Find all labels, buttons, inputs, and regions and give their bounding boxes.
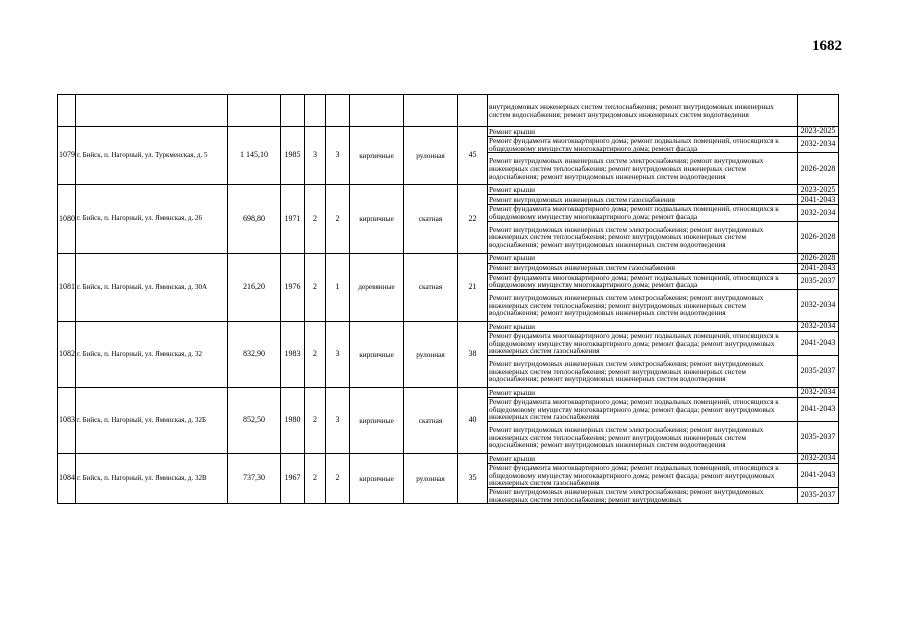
work-description: Ремонт внутридомовых инженерных систем газоснабжения <box>488 263 798 273</box>
building-year: 1967 <box>281 453 305 503</box>
work-period: 2035-2037 <box>798 421 839 453</box>
building-floors: 2 <box>305 321 326 387</box>
building-walls: деревянные <box>350 253 404 321</box>
work-period: 2035-2037 <box>798 273 839 289</box>
work-period: 2032-2034 <box>798 387 839 397</box>
period-cell <box>798 95 839 127</box>
building-roof: рулонная <box>404 127 458 185</box>
building-walls: кирпичные <box>350 127 404 185</box>
work-period: 2023-2025 <box>798 185 839 195</box>
work-description: Ремонт внутридомовых инженерных систем электроснабжения; ремонт внутридомовых инженерных систем теплоснабжения; ремонт внутридомовых <box>488 487 798 503</box>
work-period: 2026-2028 <box>798 253 839 263</box>
repair-schedule-table <box>57 94 839 504</box>
building-row <box>58 321 839 331</box>
building-entrances: 2 <box>326 185 350 253</box>
building-entrances: 3 <box>326 127 350 185</box>
building-number: 1084 <box>58 453 76 503</box>
building-address: г. Бийск, п. Нагорный, ул. Туркменская, д. 5 <box>76 127 228 185</box>
building-year: 1985 <box>281 127 305 185</box>
area-cell <box>228 95 281 127</box>
floors-cell <box>305 95 326 127</box>
work-period: 2035-2037 <box>798 487 839 503</box>
work-description: Ремонт внутридомовых инженерных систем электроснабжения; ремонт внутридомовых инженерных систем теплоснабжения; ремонт внутридомовых инженерных систем водоснабжения; ремонт внутридомовых инженерных систем водоотведения <box>488 355 798 387</box>
building-roof: скатная <box>404 387 458 453</box>
building-walls: кирпичные <box>350 387 404 453</box>
building-walls: кирпичные <box>350 185 404 253</box>
work-period: 2023-2025 <box>798 127 839 137</box>
building-area: 737,30 <box>228 453 281 503</box>
work-period: 2041-2043 <box>798 463 839 487</box>
building-entrances: 1 <box>326 253 350 321</box>
building-number: 1079 <box>58 127 76 185</box>
work-description: Ремонт внутридомовых инженерных систем электроснабжения; ремонт внутридомовых инженерных систем теплоснабжения; ремонт внутридомовых инженерных систем водоснабжения; ремонт внутридомовых инженерных систем водоотведения <box>488 289 798 321</box>
building-row <box>58 387 839 397</box>
building-roof: рулонная <box>404 321 458 387</box>
building-walls: кирпичные <box>350 321 404 387</box>
work-description: Ремонт внутридомовых инженерных систем электроснабжения; ремонт внутридомовых инженерных систем теплоснабжения; ремонт внутридомовых инженерных систем водоснабжения; ремонт внутридомовых инженерных систем водоотведения <box>488 153 798 185</box>
building-residents: 45 <box>458 127 488 185</box>
building-floors: 3 <box>305 127 326 185</box>
work-description: Ремонт фундамента многоквартирного дома; ремонт подвальных помещений, относящихся к общедомовому имуществу многоквартирного дома; ремонт фасада; ремонт внутридомовых инженерных систем газоснабжения <box>488 331 798 355</box>
work-period: 2041-2043 <box>798 331 839 355</box>
work-period: 2035-2037 <box>798 355 839 387</box>
table-body <box>58 95 839 504</box>
building-number: 1083 <box>58 387 76 453</box>
building-number: 1082 <box>58 321 76 387</box>
entrances-cell <box>326 95 350 127</box>
building-walls: кирпичные <box>350 453 404 503</box>
building-row <box>58 253 839 263</box>
work-period: 2032-2034 <box>798 453 839 463</box>
building-row <box>58 453 839 463</box>
work-period: 2041-2043 <box>798 263 839 273</box>
building-address: г. Бийск, п. Нагорный, ул. Яминская, д. 32 <box>76 321 228 387</box>
work-description: Ремонт крыши <box>488 253 798 263</box>
building-roof: скатная <box>404 253 458 321</box>
building-year: 1983 <box>281 321 305 387</box>
building-area: 1 145,10 <box>228 127 281 185</box>
work-period: 2032-2034 <box>798 289 839 321</box>
building-entrances: 2 <box>326 453 350 503</box>
work-period: 2026-2028 <box>798 221 839 253</box>
building-floors: 2 <box>305 253 326 321</box>
work-description: Ремонт внутридомовых инженерных систем электроснабжения; ремонт внутридомовых инженерных систем теплоснабжения; ремонт внутридомовых инженерных систем водоснабжения; ремонт внутридомовых инженерных систем водоотведения <box>488 421 798 453</box>
work-period: 2032-2034 <box>798 321 839 331</box>
work-description: Ремонт фундамента многоквартирного дома; ремонт подвальных помещений, относящихся к общедомовому имуществу многоквартирного дома; ремонт фасада <box>488 137 798 153</box>
building-row <box>58 185 839 195</box>
building-address: г. Бийск, п. Нагорный, ул. Яминская, д. 32Б <box>76 387 228 453</box>
building-floors: 2 <box>305 387 326 453</box>
work-description: Ремонт крыши <box>488 185 798 195</box>
work-description: Ремонт фундамента многоквартирного дома; ремонт подвальных помещений, относящихся к общедомовому имуществу многоквартирного дома; ремонт фасада; ремонт внутридомовых инженерных систем газоснабжения <box>488 397 798 421</box>
building-number: 1080 <box>58 185 76 253</box>
building-entrances: 3 <box>326 387 350 453</box>
building-roof: рулонная <box>404 453 458 503</box>
work-description: Ремонт крыши <box>488 127 798 137</box>
building-area: 852,50 <box>228 387 281 453</box>
building-area: 832,90 <box>228 321 281 387</box>
building-residents: 35 <box>458 453 488 503</box>
building-year: 1976 <box>281 253 305 321</box>
work-description: Ремонт фундамента многоквартирного дома; ремонт подвальных помещений, относящихся к общедомовому имуществу многоквартирного дома; ремонт фасада <box>488 273 798 289</box>
building-residents: 21 <box>458 253 488 321</box>
building-floors: 2 <box>305 453 326 503</box>
work-description: Ремонт внутридомовых инженерных систем газоснабжения <box>488 195 798 205</box>
building-residents: 38 <box>458 321 488 387</box>
building-floors: 2 <box>305 185 326 253</box>
work-cell: внутридомовых инженерных систем теплоснабжения; ремонт внутридомовых инженерных систем водоснабжения; ремонт внутридомовых инженерных систем водоотведения <box>488 95 798 127</box>
address-cell <box>76 95 228 127</box>
walls-cell <box>350 95 404 127</box>
building-address: г. Бийск, п. Нагорный, ул. Яминская, д. 30А <box>76 253 228 321</box>
year-cell <box>281 95 305 127</box>
building-entrances: 3 <box>326 321 350 387</box>
continuation-row <box>58 95 839 127</box>
work-description: Ремонт внутридомовых инженерных систем электроснабжения; ремонт внутридомовых инженерных систем теплоснабжения; ремонт внутридомовых инженерных систем водоснабжения; ремонт внутридомовых инженерных систем водоотведения <box>488 221 798 253</box>
no-cell <box>58 95 76 127</box>
building-row <box>58 127 839 137</box>
work-description: Ремонт крыши <box>488 321 798 331</box>
residents-cell <box>458 95 488 127</box>
page-number: 1682 <box>812 38 842 54</box>
building-year: 1971 <box>281 185 305 253</box>
roof-cell <box>404 95 458 127</box>
building-residents: 22 <box>458 185 488 253</box>
work-description: Ремонт крыши <box>488 453 798 463</box>
building-residents: 40 <box>458 387 488 453</box>
work-description: Ремонт фундамента многоквартирного дома; ремонт подвальных помещений, относящихся к общедомовому имуществу многоквартирного дома; ремонт фасада; ремонт внутридомовых инженерных систем газоснабжения <box>488 463 798 487</box>
building-address: г. Бийск, п. Нагорный, ул. Яминская, д. 32В <box>76 453 228 503</box>
building-year: 1980 <box>281 387 305 453</box>
building-area: 698,80 <box>228 185 281 253</box>
work-description: Ремонт фундамента многоквартирного дома; ремонт подвальных помещений, относящихся к общедомовому имуществу многоквартирного дома; ремонт фасада <box>488 205 798 221</box>
building-roof: скатная <box>404 185 458 253</box>
work-period: 2041-2043 <box>798 195 839 205</box>
work-description: Ремонт крыши <box>488 387 798 397</box>
work-period: 2041-2043 <box>798 397 839 421</box>
work-period: 2032-2034 <box>798 205 839 221</box>
work-period: 2032-2034 <box>798 137 839 153</box>
work-period: 2026-2028 <box>798 153 839 185</box>
building-area: 216,20 <box>228 253 281 321</box>
building-address: г. Бийск, п. Нагорный, ул. Яминская, д. 26 <box>76 185 228 253</box>
building-number: 1081 <box>58 253 76 321</box>
